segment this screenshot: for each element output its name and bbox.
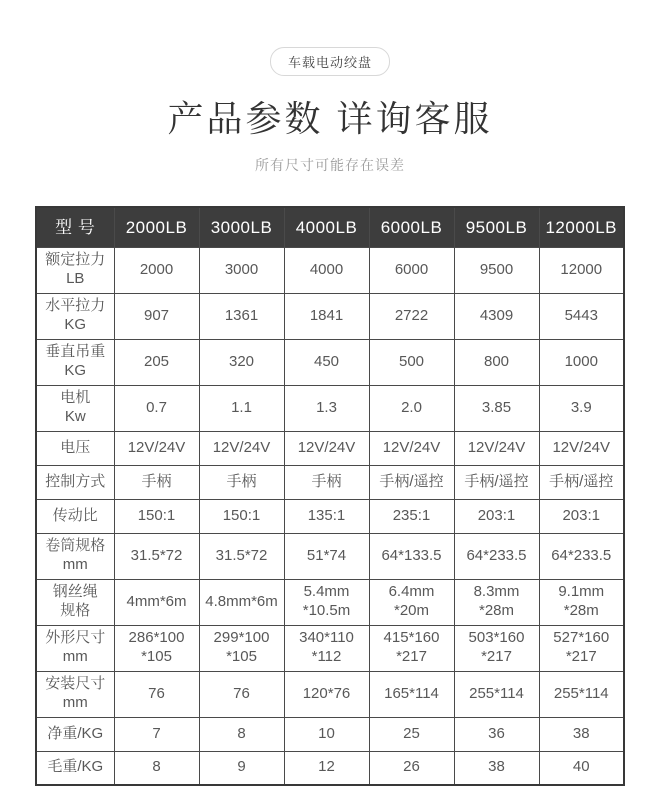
row-label: 外形尺寸 mm [36, 625, 114, 671]
page-title: 产品参数 详询客服 [167, 98, 493, 139]
spec-row-control [36, 465, 624, 499]
spec-cell: 135:1 [284, 499, 369, 533]
spec-row-wire-rope [36, 579, 624, 625]
spec-row-motor [36, 385, 624, 431]
spec-cell: 10 [284, 717, 369, 751]
spec-cell: 340*110 *112 [284, 625, 369, 671]
spec-cell: 手柄/遥控 [454, 465, 539, 499]
spec-cell: 40 [539, 751, 624, 785]
row-label: 毛重/KG [36, 751, 114, 785]
row-label: 净重/KG [36, 717, 114, 751]
spec-row-overall-size [36, 625, 624, 671]
spec-cell: 31.5*72 [114, 533, 199, 579]
spec-cell: 1361 [199, 293, 284, 339]
spec-cell: 2.0 [369, 385, 454, 431]
spec-cell: 7 [114, 717, 199, 751]
spec-row-net-weight [36, 717, 624, 751]
spec-cell: 150:1 [199, 499, 284, 533]
spec-cell: 9 [199, 751, 284, 785]
spec-cell: 12000 [539, 247, 624, 293]
row-label: 垂直吊重 KG [36, 339, 114, 385]
model-header: 2000LB [114, 207, 199, 247]
spec-cell: 9500 [454, 247, 539, 293]
row-label: 钢丝绳 规格 [36, 579, 114, 625]
spec-cell: 800 [454, 339, 539, 385]
spec-cell: 1.1 [199, 385, 284, 431]
spec-cell: 203:1 [539, 499, 624, 533]
spec-cell: 12V/24V [284, 431, 369, 465]
spec-row-drum-size [36, 533, 624, 579]
spec-row-rated-pull [36, 247, 624, 293]
spec-cell: 12 [284, 751, 369, 785]
spec-cell: 4.8mm*6m [199, 579, 284, 625]
spec-cell: 12V/24V [369, 431, 454, 465]
spec-row-mount-size [36, 671, 624, 717]
spec-cell: 907 [114, 293, 199, 339]
spec-cell: 286*100 *105 [114, 625, 199, 671]
spec-cell: 51*74 [284, 533, 369, 579]
spec-cell: 1.3 [284, 385, 369, 431]
row-label: 控制方式 [36, 465, 114, 499]
spec-cell: 1000 [539, 339, 624, 385]
spec-cell: 64*133.5 [369, 533, 454, 579]
spec-cell: 2000 [114, 247, 199, 293]
spec-cell: 120*76 [284, 671, 369, 717]
spec-cell: 150:1 [114, 499, 199, 533]
spec-cell: 手柄 [114, 465, 199, 499]
row-label: 额定拉力 LB [36, 247, 114, 293]
model-header: 4000LB [284, 207, 369, 247]
spec-header-row [36, 207, 624, 247]
spec-cell: 415*160 *217 [369, 625, 454, 671]
row-label: 电机 Kw [36, 385, 114, 431]
spec-cell: 1841 [284, 293, 369, 339]
model-header: 3000LB [199, 207, 284, 247]
spec-cell: 手柄/遥控 [539, 465, 624, 499]
spec-cell: 203:1 [454, 499, 539, 533]
spec-cell: 255*114 [454, 671, 539, 717]
row-label: 传动比 [36, 499, 114, 533]
spec-cell: 299*100 *105 [199, 625, 284, 671]
spec-row-voltage [36, 431, 624, 465]
spec-row-gross-weight [36, 751, 624, 785]
spec-cell: 3.9 [539, 385, 624, 431]
spec-cell: 255*114 [539, 671, 624, 717]
spec-cell: 4mm*6m [114, 579, 199, 625]
category-badge: 车载电动绞盘 [270, 47, 390, 76]
spec-cell: 3000 [199, 247, 284, 293]
spec-cell: 12V/24V [114, 431, 199, 465]
spec-cell: 3.85 [454, 385, 539, 431]
spec-cell: 6.4mm *20m [369, 579, 454, 625]
spec-cell: 76 [114, 671, 199, 717]
model-header-label: 型 号 [36, 207, 114, 247]
model-header: 9500LB [454, 207, 539, 247]
spec-cell: 9.1mm *28m [539, 579, 624, 625]
spec-cell: 235:1 [369, 499, 454, 533]
spec-cell: 25 [369, 717, 454, 751]
spec-cell: 31.5*72 [199, 533, 284, 579]
spec-cell: 503*160 *217 [454, 625, 539, 671]
spec-cell: 38 [539, 717, 624, 751]
spec-cell: 500 [369, 339, 454, 385]
model-header: 12000LB [539, 207, 624, 247]
spec-row-gear-ratio [36, 499, 624, 533]
spec-cell: 8 [199, 717, 284, 751]
spec-cell: 8 [114, 751, 199, 785]
spec-row-vertical-lift [36, 339, 624, 385]
spec-cell: 12V/24V [454, 431, 539, 465]
spec-cell: 64*233.5 [454, 533, 539, 579]
spec-cell: 手柄/遥控 [369, 465, 454, 499]
spec-cell: 527*160 *217 [539, 625, 624, 671]
page-subtitle: 所有尺寸可能存在误差 [255, 157, 405, 173]
spec-cell: 36 [454, 717, 539, 751]
spec-cell: 12V/24V [539, 431, 624, 465]
spec-cell: 26 [369, 751, 454, 785]
spec-cell: 38 [454, 751, 539, 785]
spec-cell: 205 [114, 339, 199, 385]
row-label: 水平拉力 KG [36, 293, 114, 339]
spec-cell: 450 [284, 339, 369, 385]
spec-cell: 8.3mm *28m [454, 579, 539, 625]
spec-cell: 76 [199, 671, 284, 717]
spec-cell: 5.4mm *10.5m [284, 579, 369, 625]
spec-cell: 12V/24V [199, 431, 284, 465]
spec-cell: 4309 [454, 293, 539, 339]
spec-cell: 5443 [539, 293, 624, 339]
spec-cell: 手柄 [199, 465, 284, 499]
spec-cell: 320 [199, 339, 284, 385]
spec-row-horizontal-pull [36, 293, 624, 339]
spec-cell: 2722 [369, 293, 454, 339]
model-header: 6000LB [369, 207, 454, 247]
spec-cell: 6000 [369, 247, 454, 293]
spec-cell: 0.7 [114, 385, 199, 431]
row-label: 卷筒规格 mm [36, 533, 114, 579]
row-label: 安装尺寸 mm [36, 671, 114, 717]
spec-cell: 4000 [284, 247, 369, 293]
spec-table [35, 206, 625, 786]
spec-cell: 手柄 [284, 465, 369, 499]
spec-cell: 64*233.5 [539, 533, 624, 579]
spec-cell: 165*114 [369, 671, 454, 717]
row-label: 电压 [36, 431, 114, 465]
